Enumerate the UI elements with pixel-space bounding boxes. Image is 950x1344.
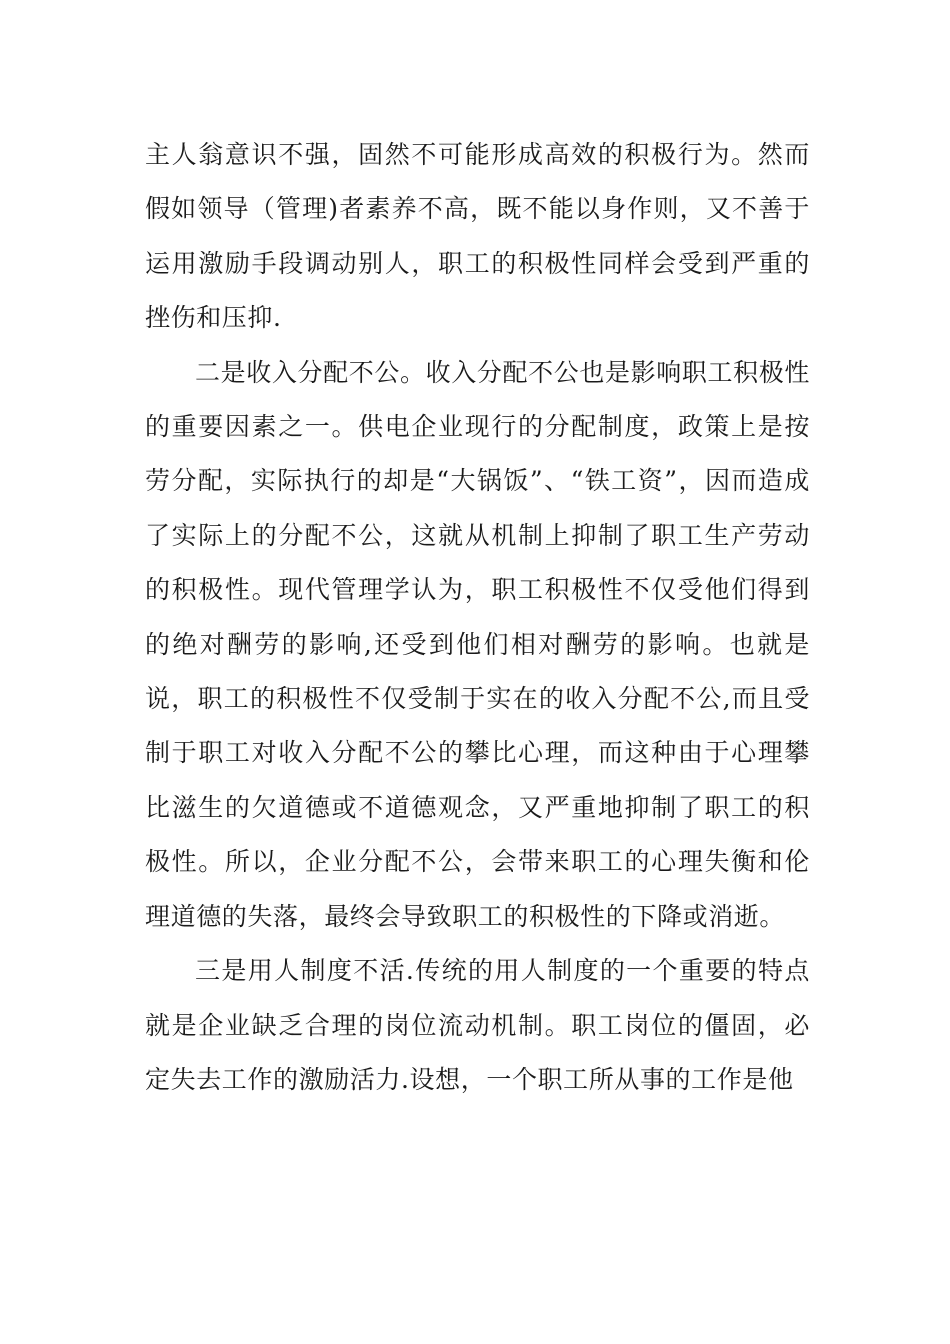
body-text <box>145 128 810 1107</box>
paragraph-employment-system: 三是用人制度不活.传统的用人制度的一个重要的特点就是企业缺乏合理的岗位流动机制。职工岗位的僵固，必定失去工作的激励活力.设想，一个职工所从事的工作是他 <box>145 956 810 1094</box>
paragraph-income-distribution: 二是收入分配不公。收入分配不公也是影响职工积极性的重要因素之一。供电企业现行的分配制度，政策上是按劳分配，实际执行的却是“大锅饭”、“铁工资”，因而造成了实际上的分配不公，这就从机制上抑制了职工生产劳动的积极性。现代管理学认为，职工积极性不仅受他们得到的绝对酬劳的影响,还受到他们相对酬劳的影响。也就是说，职工的积极性不仅受制于实在的收入分配不公,而且受制于职工对收入分配不公的攀比心理，而这种由于心理攀比滋生的欠道德或不道德观念，又严重地抑制了职工的积极性。所以，企业分配不公，会带来职工的心理失衡和伦理道德的失落，最终会导致职工的积极性的下降或消逝。 <box>145 357 810 931</box>
paragraph-continuation: 主人翁意识不强，固然不可能形成高效的积极行为。然而假如领导（管理)者素养不高，既不能以身作则，又不善于运用激励手段调动别人，职工的积极性同样会受到严重的挫伤和压抑. <box>145 140 810 333</box>
